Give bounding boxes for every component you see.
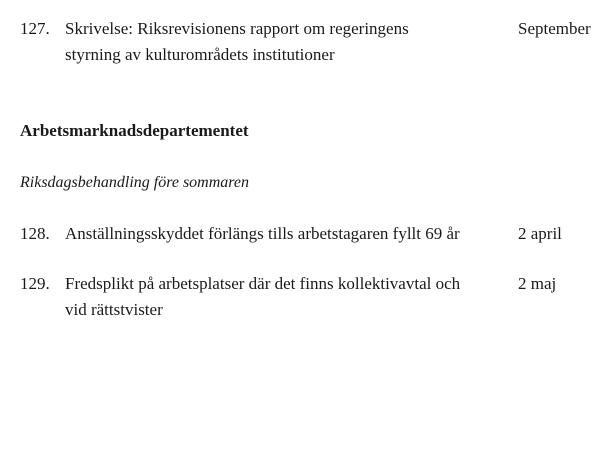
item-date: September xyxy=(518,19,591,38)
item-text-line: vid rättstvister xyxy=(65,300,163,319)
item-text-line: Anställningsskyddet förlängs tills arbetstagaren fyllt 69 år xyxy=(65,224,460,243)
item-text xyxy=(65,16,505,68)
item-text-line: Fredsplikt på arbetsplatser där det finns kollektivavtal och xyxy=(65,274,461,293)
item-text-line: styrning av kulturområdets institutioner xyxy=(65,45,335,64)
item-date: 2 april xyxy=(518,224,562,243)
item-text-line: Skrivelse: Riksrevisionens rapport om regeringens xyxy=(65,19,409,38)
item-text xyxy=(65,221,505,247)
item-number: 129. xyxy=(20,274,50,293)
section-subheading: Riksdagsbehandling före sommaren xyxy=(20,174,250,191)
item-date: 2 maj xyxy=(518,274,557,293)
item-number: 128. xyxy=(20,224,50,243)
item-text xyxy=(65,271,505,323)
section-heading: Arbetsmarknadsdepartementet xyxy=(20,121,249,140)
item-number: 127. xyxy=(20,19,50,38)
